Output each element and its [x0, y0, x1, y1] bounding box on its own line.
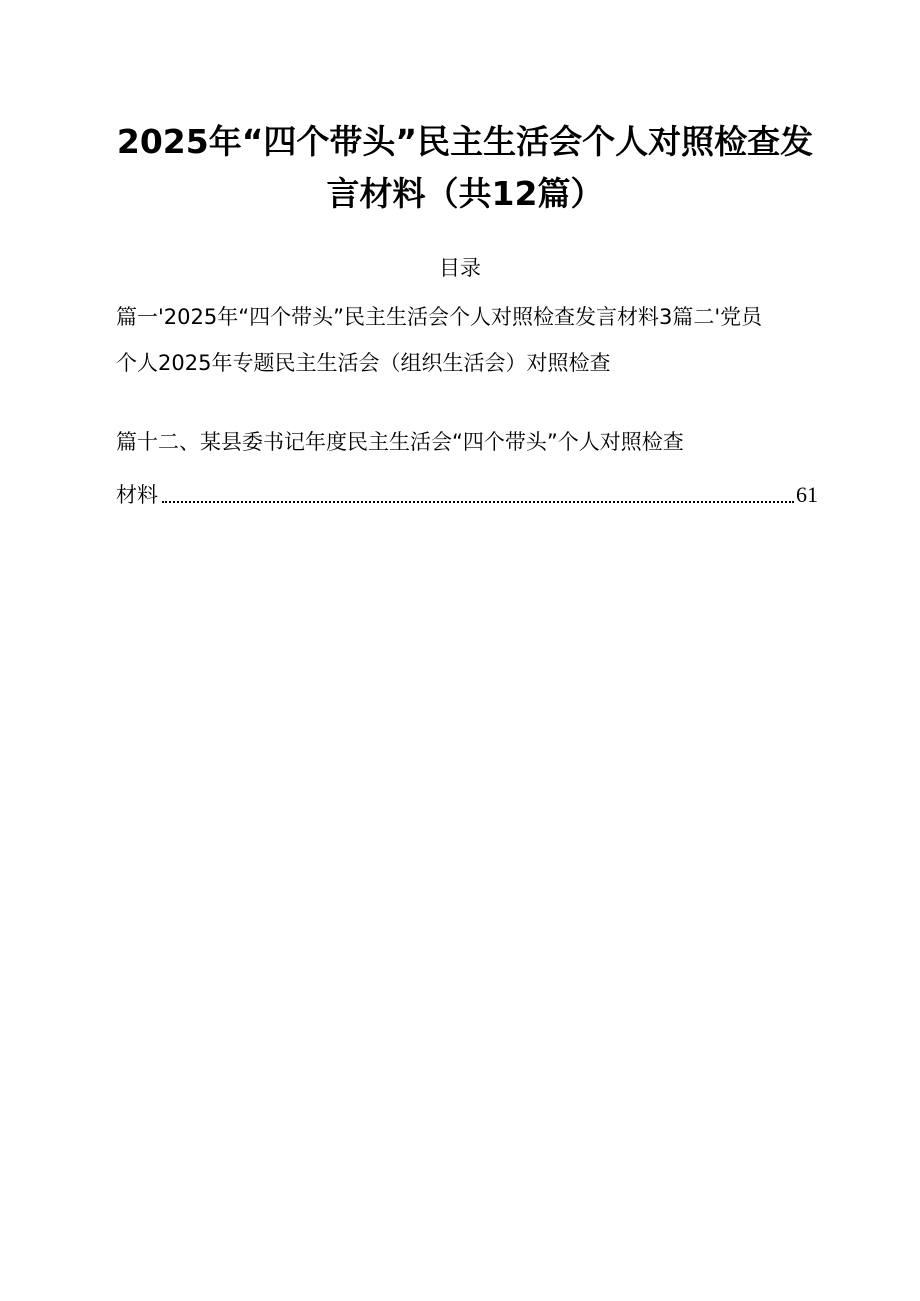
toc-entry-line: 篇十二、某县委书记年度民主生活会“四个带头”个人对照检查: [116, 430, 684, 454]
toc-heading: 目录: [439, 256, 481, 280]
dot-leader: [162, 501, 794, 503]
title-line-1: 2025年“四个带头”民主生活会个人对照检查发: [116, 122, 814, 161]
toc-entry-line: 个人2025年专题民主生活会（组织生活会）对照检查: [116, 351, 611, 375]
toc-entry-line: 材料: [116, 483, 158, 507]
toc-entry-continuation[interactable]: [116, 478, 818, 512]
toc-entry[interactable]: [116, 419, 836, 465]
toc-page-number: 61: [796, 482, 818, 507]
toc-entry[interactable]: [116, 294, 836, 386]
toc-entry-line: 篇一'2025年“四个带头”民主生活会个人对照检查发言材料3篇二'党员: [116, 305, 763, 329]
document-title: [110, 116, 820, 220]
title-line-2: 言材料（共12篇）: [326, 174, 604, 213]
